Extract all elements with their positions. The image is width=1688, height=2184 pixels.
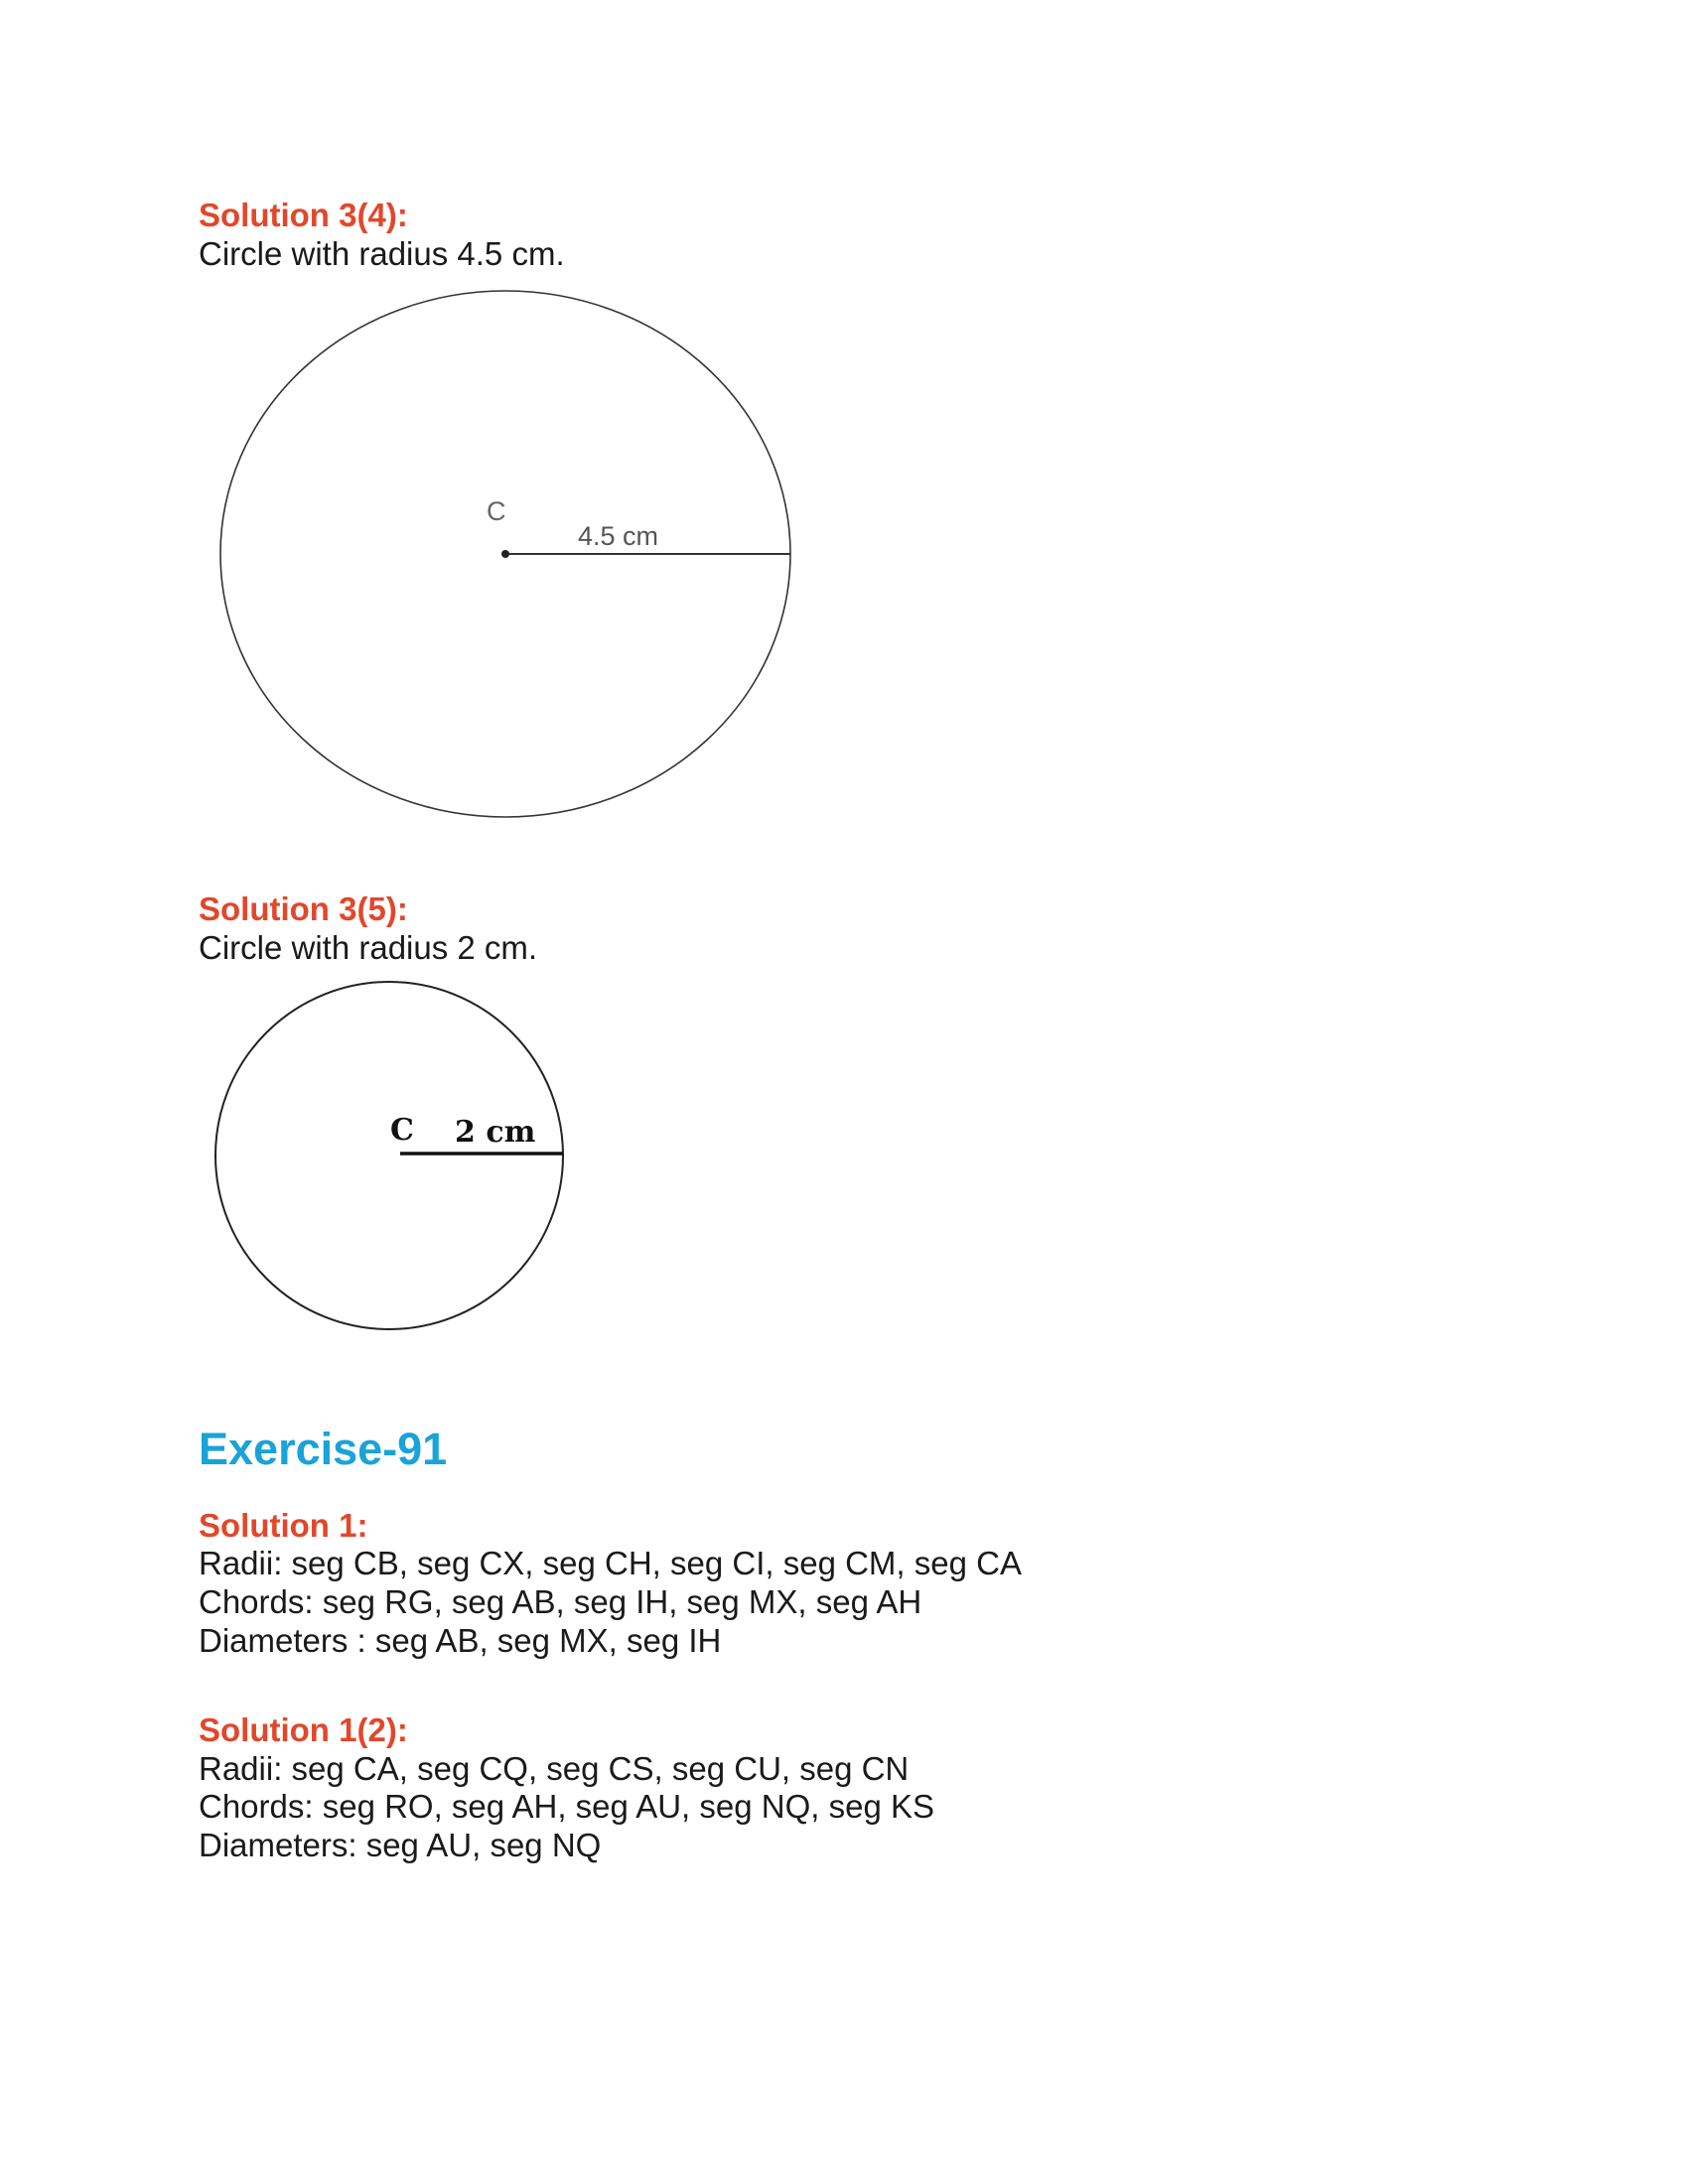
center-label: C <box>390 1113 414 1148</box>
exercise-title: Exercise-91 <box>199 1424 448 1474</box>
solution-1-2-radii: Radii: seg CA, seg CQ, seg CS, seg CU, seg CN <box>199 1750 910 1787</box>
center-label: C <box>487 496 506 526</box>
circle-outline <box>215 982 563 1329</box>
solution-3-4-text: Circle with radius 4.5 cm. <box>199 235 565 272</box>
solution-1-heading: Solution 1: <box>199 1507 368 1544</box>
solution-1-2-diameters: Diameters: seg AU, seg NQ <box>199 1827 602 1863</box>
solution-1-2-chords: Chords: seg RO, seg AH, seg AU, seg NQ, seg KS <box>199 1788 935 1825</box>
solution-1-radii: Radii: seg CB, seg CX, seg CH, seg CI, seg CM, seg CA <box>199 1545 1022 1581</box>
solution-3-5-text: Circle with radius 2 cm. <box>199 929 538 966</box>
circle-figure-2cm <box>207 973 574 1340</box>
solution-1-chords: Chords: seg RG, seg AB, seg IH, seg MX, seg AH <box>199 1583 922 1620</box>
solution-1-2-heading: Solution 1(2): <box>199 1711 408 1748</box>
center-point <box>501 550 509 558</box>
circle-figure-4-5cm <box>209 283 804 824</box>
solution-3-4-heading: Solution 3(4): <box>199 197 408 233</box>
solution-3-5-heading: Solution 3(5): <box>199 890 408 927</box>
radius-label: 2 cm <box>455 1115 536 1150</box>
solution-1-diameters: Diameters : seg AB, seg MX, seg IH <box>199 1622 722 1659</box>
radius-label: 4.5 cm <box>578 521 659 551</box>
